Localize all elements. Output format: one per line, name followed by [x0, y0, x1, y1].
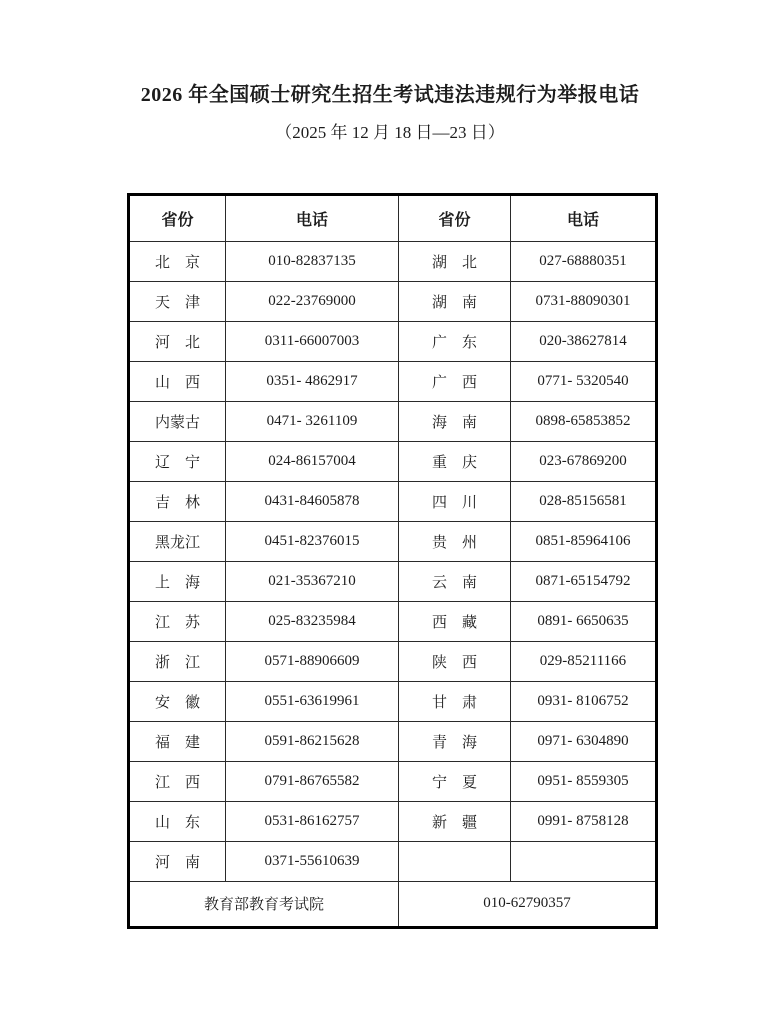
province-cell	[399, 841, 511, 881]
province-cell: 青 海	[399, 721, 511, 761]
province-cell: 北 京	[129, 241, 226, 281]
province-cell: 福 建	[129, 721, 226, 761]
phone-cell: 0931- 8106752	[511, 681, 657, 721]
phone-cell: 0771- 5320540	[511, 361, 657, 401]
page-subtitle: （2025 年 12 月 18 日—23 日）	[275, 123, 505, 142]
header-phone-right: 电话	[511, 194, 657, 241]
table-row	[129, 441, 657, 481]
province-cell: 湖 南	[399, 281, 511, 321]
province-cell: 贵 州	[399, 521, 511, 561]
table-row	[129, 401, 657, 441]
phone-cell: 021-35367210	[226, 561, 399, 601]
province-cell: 内蒙古	[129, 401, 226, 441]
phone-cell: 029-85211166	[511, 641, 657, 681]
phone-cell: 0371-55610639	[226, 841, 399, 881]
phone-cell: 0351- 4862917	[226, 361, 399, 401]
phone-cell: 0898-65853852	[511, 401, 657, 441]
province-cell: 上 海	[129, 561, 226, 601]
report-phone-table	[127, 193, 658, 929]
province-cell: 安 徽	[129, 681, 226, 721]
phone-cell: 0431-84605878	[226, 481, 399, 521]
table-row	[129, 521, 657, 561]
province-cell: 河 北	[129, 321, 226, 361]
phone-cell: 0951- 8559305	[511, 761, 657, 801]
province-cell: 江 苏	[129, 601, 226, 641]
province-cell: 重 庆	[399, 441, 511, 481]
table-row	[129, 321, 657, 361]
province-cell: 西 藏	[399, 601, 511, 641]
province-cell: 海 南	[399, 401, 511, 441]
province-cell: 甘 肃	[399, 681, 511, 721]
table-row	[129, 281, 657, 321]
table-row	[129, 761, 657, 801]
province-cell: 四 川	[399, 481, 511, 521]
table-row	[129, 241, 657, 281]
province-cell: 新 疆	[399, 801, 511, 841]
phone-cell: 0451-82376015	[226, 521, 399, 561]
province-cell: 辽 宁	[129, 441, 226, 481]
phone-cell: 024-86157004	[226, 441, 399, 481]
footer-phone-cell: 010-62790357	[399, 881, 657, 927]
table-row	[129, 641, 657, 681]
phone-cell: 0591-86215628	[226, 721, 399, 761]
province-cell: 河 南	[129, 841, 226, 881]
header-province-left: 省份	[129, 194, 226, 241]
table-row	[129, 721, 657, 761]
table-header	[129, 194, 657, 241]
phone-cell: 020-38627814	[511, 321, 657, 361]
table-row	[129, 481, 657, 521]
phone-cell: 0531-86162757	[226, 801, 399, 841]
header-phone-left: 电话	[226, 194, 399, 241]
phone-cell: 0311-66007003	[226, 321, 399, 361]
province-cell: 广 西	[399, 361, 511, 401]
province-cell: 黑龙江	[129, 521, 226, 561]
phone-cell: 022-23769000	[226, 281, 399, 321]
table-row	[129, 801, 657, 841]
phone-cell: 028-85156581	[511, 481, 657, 521]
phone-cell: 0991- 8758128	[511, 801, 657, 841]
province-cell: 浙 江	[129, 641, 226, 681]
page-title: 2026 年全国硕士研究生招生考试违法违规行为举报电话	[140, 84, 640, 106]
phone-cell: 0791-86765582	[226, 761, 399, 801]
footer-row	[129, 881, 657, 927]
phone-cell	[511, 841, 657, 881]
phone-cell: 0471- 3261109	[226, 401, 399, 441]
phone-cell: 0891- 6650635	[511, 601, 657, 641]
phone-cell: 0731-88090301	[511, 281, 657, 321]
province-cell: 陕 西	[399, 641, 511, 681]
table-row	[129, 561, 657, 601]
phone-cell: 025-83235984	[226, 601, 399, 641]
phone-cell: 023-67869200	[511, 441, 657, 481]
phone-cell: 010-82837135	[226, 241, 399, 281]
province-cell: 湖 北	[399, 241, 511, 281]
header-province-right: 省份	[399, 194, 511, 241]
province-cell: 山 东	[129, 801, 226, 841]
province-cell: 天 津	[129, 281, 226, 321]
phone-cell: 0571-88906609	[226, 641, 399, 681]
table-row	[129, 681, 657, 721]
table-footer	[129, 881, 657, 927]
province-cell: 江 西	[129, 761, 226, 801]
header-row	[129, 194, 657, 241]
province-cell: 云 南	[399, 561, 511, 601]
footer-org-cell: 教育部教育考试院	[129, 881, 399, 927]
phone-cell: 0851-85964106	[511, 521, 657, 561]
table-row	[129, 841, 657, 881]
phone-cell: 0871-65154792	[511, 561, 657, 601]
table-row	[129, 601, 657, 641]
table-row	[129, 361, 657, 401]
phone-cell: 0971- 6304890	[511, 721, 657, 761]
table-body	[129, 241, 657, 881]
province-cell: 宁 夏	[399, 761, 511, 801]
province-cell: 广 东	[399, 321, 511, 361]
province-cell: 吉 林	[129, 481, 226, 521]
phone-cell: 027-68880351	[511, 241, 657, 281]
phone-cell: 0551-63619961	[226, 681, 399, 721]
province-cell: 山 西	[129, 361, 226, 401]
